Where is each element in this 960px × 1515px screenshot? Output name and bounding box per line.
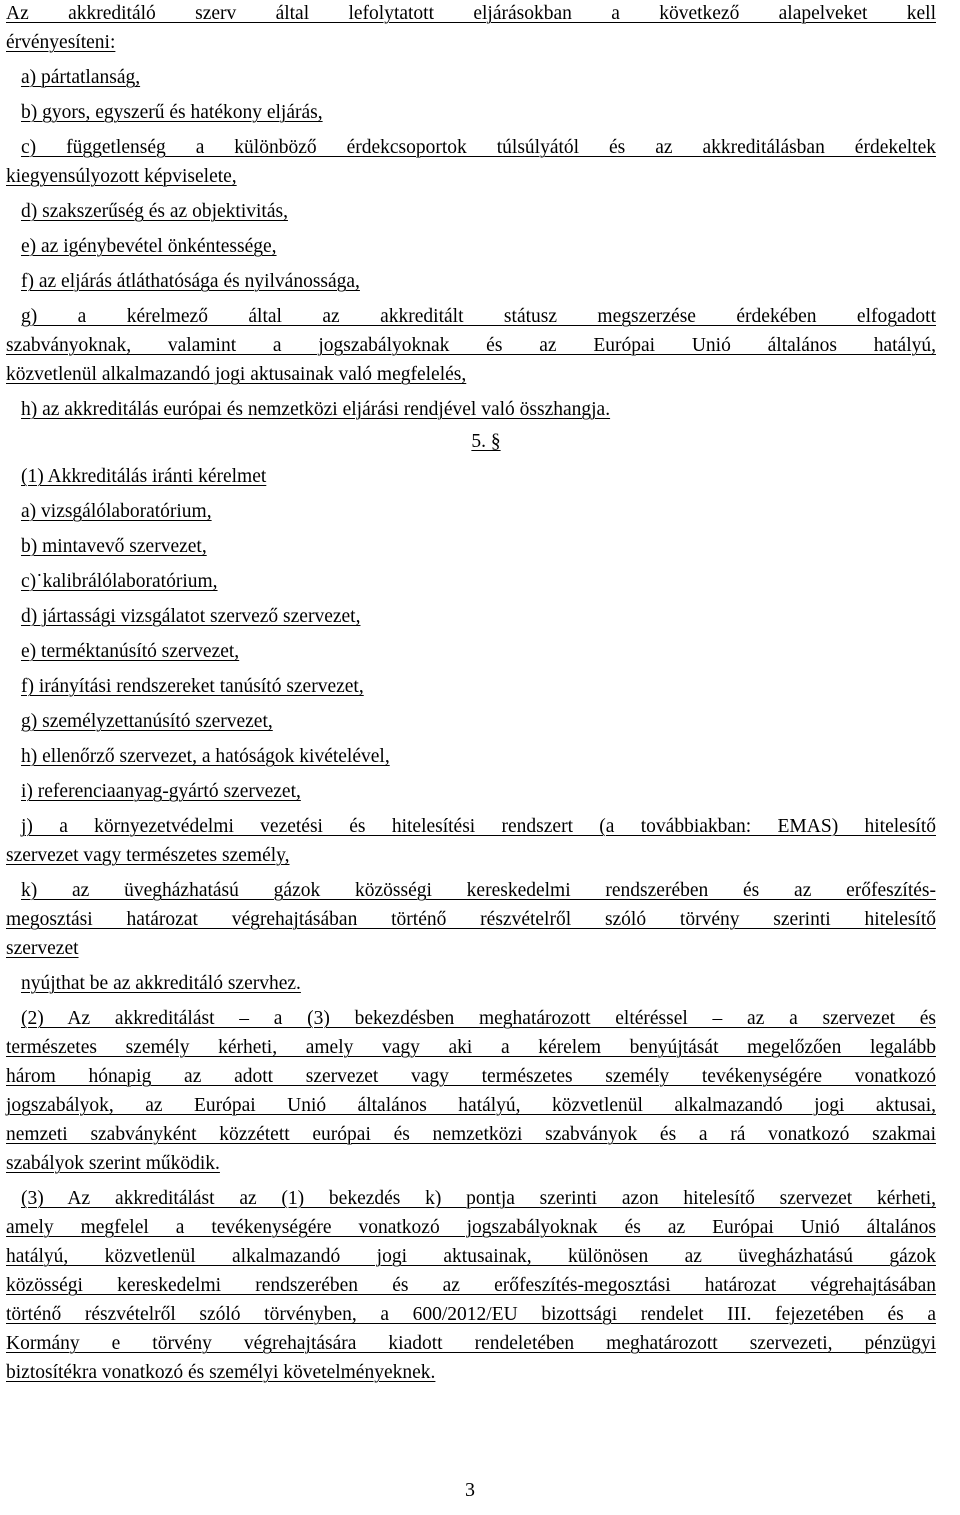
applicant-item-d: d) jártassági vizsgálatot szervező szervezet, xyxy=(21,606,361,627)
paragraph-2-line-1: (2) Az akkreditálást – a (3) bekezdésben meghatározott eltéréssel – az a szervezet és xyxy=(21,1008,936,1029)
applicant-item-c: c)˙kalibrálólaboratórium, xyxy=(21,571,218,592)
applicant-item-k-line-3: szervezet xyxy=(6,938,79,959)
principle-f: f) az eljárás átláthatósága és nyilvánossága, xyxy=(21,271,360,292)
document-page xyxy=(6,0,936,1387)
paragraph-2-line-3: három hónapig az adott szervezet vagy természetes személy tevékenységére vonatkozó xyxy=(6,1066,936,1087)
page-number: 3 xyxy=(465,1479,475,1501)
principle-g-line-3: közvetlenül alkalmazandó jogi aktusainak való megfelelés, xyxy=(6,364,467,385)
paragraph-3-line-7: biztosítékra vonatkozó és személyi követelményeknek. xyxy=(6,1362,436,1383)
paragraph-2-line-5: nemzeti szabványként közzétett európai és nemzetközi szabványok és a rá vonatkozó szakmai xyxy=(6,1124,936,1145)
intro-line-2: érvényesíteni: xyxy=(6,32,116,53)
principle-e: e) az igénybevétel önkéntessége, xyxy=(21,236,277,257)
paragraph-3-line-4: közösségi kereskedelmi rendszerében és az erőfeszítés-megosztási határozat végrehajtásában xyxy=(6,1275,936,1296)
principle-c-line-1: c) függetlenség a különböző érdekcsoportok túlsúlyától és az akkreditálásban érdekeltek xyxy=(21,137,936,158)
principle-b: b) gyors, egyszerű és hatékony eljárás, xyxy=(21,102,323,123)
principle-d: d) szakszerűség és az objektivitás, xyxy=(21,201,288,222)
applicant-item-k-line-2: megosztási határozat végrehajtásában történő részvételről szóló törvény szerinti hitelesítő xyxy=(6,909,936,930)
paragraph-1-close: nyújthat be az akkreditáló szervhez. xyxy=(21,973,301,994)
section-5-heading: 5. § xyxy=(471,431,501,452)
applicant-item-a: a) vizsgálólaboratórium, xyxy=(21,501,212,522)
principle-h: h) az akkreditálás európai és nemzetközi eljárási rendjével való összhangja. xyxy=(21,399,611,420)
applicant-item-b: b) mintavevő szervezet, xyxy=(21,536,207,557)
principle-g-line-2: szabványoknak, valamint a jogszabályoknak és az Európai Unió általános hatályú, xyxy=(6,335,936,356)
applicant-item-j-line-1: j) a környezetvédelmi vezetési és hitelesítési rendszert (a továbbiakban: EMAS) hitelesítő xyxy=(21,816,936,837)
paragraph-2-line-6: szabályok szerint működik. xyxy=(6,1153,220,1174)
applicant-item-g: g) személyzettanúsító szervezet, xyxy=(21,711,273,732)
principle-a: a) pártatlanság, xyxy=(21,67,141,88)
principle-g-line-1: g) a kérelmező által az akkreditált státusz megszerzése érdekében elfogadott xyxy=(21,306,936,327)
paragraph-3-line-1: (3) Az akkreditálást az (1) bekezdés k) pontja szerinti azon hitelesítő szervezet kérheti, xyxy=(21,1188,936,1209)
paragraph-2-line-2: természetes személy kérheti, amely vagy aki a kérelem benyújtását megelőzően legalább xyxy=(6,1037,936,1058)
applicant-item-j-line-2: szervezet vagy természetes személy, xyxy=(6,845,290,866)
applicant-item-f: f) irányítási rendszereket tanúsító szervezet, xyxy=(21,676,364,697)
paragraph-3-line-6: Kormány e törvény végrehajtására kiadott rendeletében meghatározott szervezeti, pénzügyi xyxy=(6,1333,936,1354)
applicant-item-e: e) terméktanúsító szervezet, xyxy=(21,641,240,662)
paragraph-3-line-2: amely megfelel a tevékenységére vonatkozó jogszabályoknak és az Európai Unió általános xyxy=(6,1217,936,1238)
paragraph-2-line-4: jogszabályok, az Európai Unió általános hatályú, közvetlenül alkalmazandó jogi aktusai, xyxy=(6,1095,936,1116)
paragraph-3-line-3: hatályú, közvetlenül alkalmazandó jogi aktusainak, különösen az üvegházhatású gázok xyxy=(6,1246,936,1267)
applicant-item-i: i) referenciaanyag-gyártó szervezet, xyxy=(21,781,301,802)
paragraph-3-line-5: történő részvételről szóló törvényben, a 600/2012/EU bizottsági rendelet III. fejezetében és a xyxy=(6,1304,936,1325)
applicant-item-k-line-1: k) az üvegházhatású gázok közösségi kereskedelmi rendszerében és az erőfeszítés- xyxy=(21,880,936,901)
applicant-item-h: h) ellenőrző szervezet, a hatóságok kivételével, xyxy=(21,746,390,767)
intro-line-1: Az akkreditáló szerv által lefolytatott eljárásokban a következő alapelveket kell xyxy=(6,3,936,24)
principle-c-line-2: kiegyensúlyozott képviselete, xyxy=(6,166,237,187)
paragraph-1-intro: (1) Akkreditálás iránti kérelmet xyxy=(21,466,267,487)
